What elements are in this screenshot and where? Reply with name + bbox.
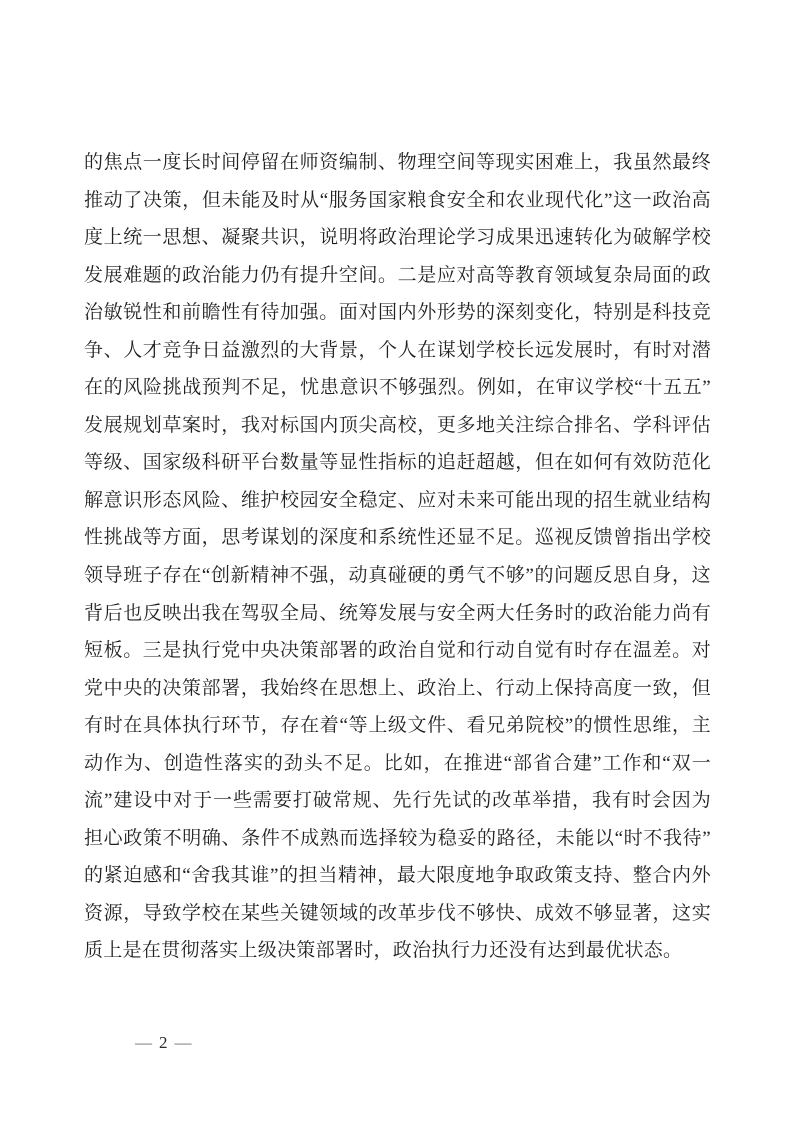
text-line: 解意识形态风险、维护校园安全稳定、应对未来可能出现的招生就业结构 <box>84 489 711 511</box>
text-line: 推动了决策，但未能及时从“服务国家粮食安全和农业现代化”这一政治高 <box>84 189 711 211</box>
text-line: 度上统一思想、凝聚共识，说明将政治理论学习成果迅速转化为破解学校 <box>84 227 711 249</box>
page-number <box>135 1033 192 1053</box>
text-line: 争、人才竞争日益激烈的大背景，个人在谋划学校长远发展时，有时对潜 <box>84 339 711 361</box>
page-number-value: 2 <box>159 1033 168 1052</box>
text-line: 短板。三是执行党中央决策部署的政治自觉和行动自觉有时存在温差。对 <box>84 640 711 662</box>
page-number-dash-left: — <box>135 1033 152 1052</box>
text-line: 治敏锐性和前瞻性有待加强。面对国内外形势的深刻变化，特别是科技竞 <box>84 302 711 324</box>
text-line: 党中央的决策部署，我始终在思想上、政治上、行动上保持高度一致，但 <box>84 677 711 699</box>
text-line: 有时在具体执行环节，存在着“等上级文件、看兄弟院校”的惯性思维，主 <box>84 715 711 737</box>
text-line: 发展规划草案时，我对标国内顶尖高校，更多地关注综合排名、学科评估 <box>84 414 711 436</box>
text-line: 在的风险挑战预判不足，忧患意识不够强烈。例如，在审议学校“十五五” <box>84 377 711 399</box>
text-line: 发展难题的政治能力仍有提升空间。二是应对高等教育领域复杂局面的政 <box>84 264 711 286</box>
text-line: 性挑战等方面，思考谋划的深度和系统性还显不足。巡视反馈曾指出学校 <box>84 527 711 549</box>
text-line: 资源，导致学校在某些关键领域的改革步伐不够快、成效不够显著，这实 <box>84 902 711 924</box>
text-line: 担心政策不明确、条件不成熟而选择较为稳妥的路径，未能以“时不我待” <box>84 827 711 849</box>
page-number-dash-right: — <box>174 1033 192 1052</box>
text-line: 流”建设中对于一些需要打破常规、先行先试的改革举措，我有时会因为 <box>84 790 711 812</box>
text-line: 的紧迫感和“舍我其谁”的担当精神，最大限度地争取政策支持、整合内外 <box>84 865 711 887</box>
text-line: 背后也反映出我在驾驭全局、统筹发展与安全两大任务时的政治能力尚有 <box>84 602 711 624</box>
text-line: 的焦点一度长时间停留在师资编制、物理空间等现实困难上，我虽然最终 <box>84 152 711 173</box>
body-text <box>84 144 711 970</box>
text-line: 等级、国家级科研平台数量等显性指标的追赶超越，但在如何有效防范化 <box>84 452 711 474</box>
text-line: 领导班子存在“创新精神不强，动真碰硬的勇气不够”的问题反思自身，这 <box>84 565 711 587</box>
text-line: 动作为、创造性落实的劲头不足。比如，在推进“部省合建”工作和“双一 <box>84 752 711 774</box>
text-line: 质上是在贯彻落实上级决策部署时，政治执行力还没有达到最优状态。 <box>84 940 683 962</box>
